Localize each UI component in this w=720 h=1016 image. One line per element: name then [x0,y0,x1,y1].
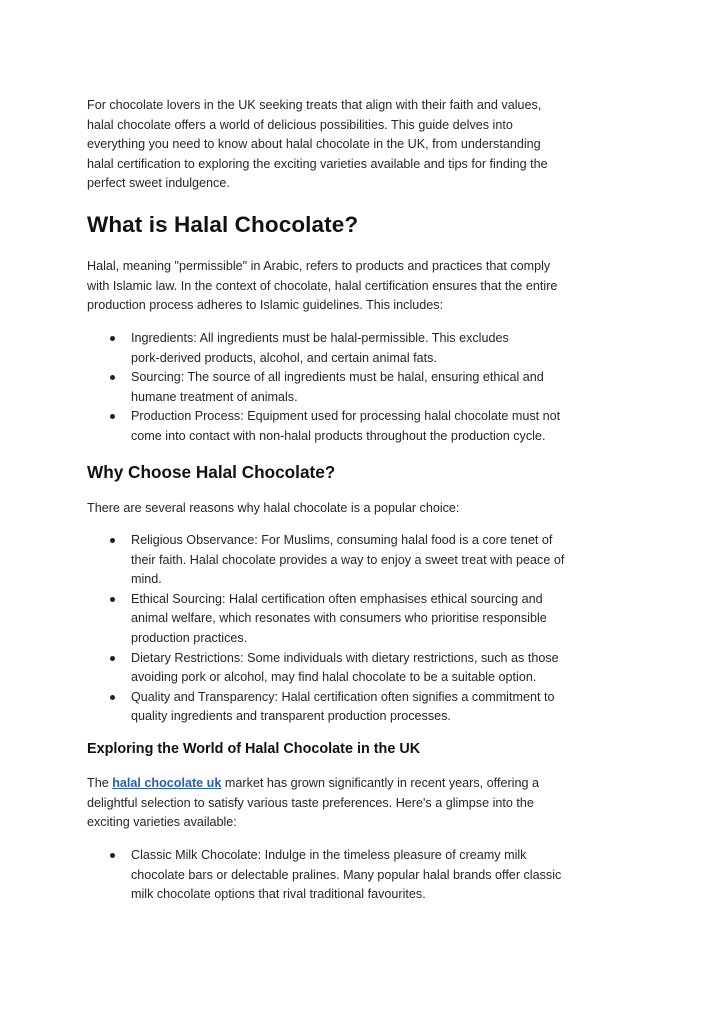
list-item-line: milk chocolate options that rival traditional favourites. [131,887,426,902]
list-item-line: pork-derived products, alcohol, and certain animal fats. [131,350,437,365]
paragraph-line: production process adheres to Islamic guidelines. This includes: [87,298,444,313]
list-item-production-process [87,407,560,446]
list-item-religious-observance [87,531,564,590]
list-item-line: humane treatment of animals. [131,389,298,404]
list-item-line: Production Process: Equipment used for processing halal chocolate must not [131,409,561,424]
list-item-line: mind. [131,572,162,587]
intro-line: everything you need to know about halal chocolate in the UK, from understanding [87,137,541,152]
list-item-quality-transparency [87,688,564,727]
halal-chocolate-uk-link[interactable]: halal chocolate uk [112,776,222,790]
list-item-line: Sourcing: The source of all ingredients must be halal, ensuring ethical and [131,370,544,385]
intro-line: halal chocolate offers a world of delicious possibilities. This guide delves into [87,117,513,132]
intro-line: halal certification to exploring the exciting varieties available and tips for finding the [87,156,548,171]
bullet-icon [110,538,115,543]
bullet-icon [110,336,115,341]
paragraph-line: Halal, meaning "permissible" in Arabic, refers to products and practices that comply [87,259,551,273]
list-item-dietary-restrictions [87,649,564,688]
heading-what-is-halal-chocolate: What is Halal Chocolate? [87,212,359,237]
paragraph-line: delightful selection to satisfy various taste preferences. Here's a glimpse into the [87,795,534,810]
bullet-icon [110,414,115,419]
paragraph-prefix: The [87,776,113,790]
section2-bullet-list [87,531,564,727]
section1-bullet-list [87,329,560,447]
paragraph-line [87,774,539,794]
section3-bullet-list [87,846,561,905]
bullet-icon [110,695,115,700]
list-item-ingredients [87,329,560,368]
intro-line: perfect sweet indulgence. [87,176,230,191]
paragraph-line: with Islamic law. In the context of chocolate, halal certification ensures that the entire [87,278,558,293]
paragraph-line: exciting varieties available: [87,815,237,830]
list-item-line: Classic Milk Chocolate: Indulge in the timeless pleasure of creamy milk [131,848,527,862]
intro-line: For chocolate lovers in the UK seeking treats that align with their faith and values, [87,98,542,112]
list-item-line: quality ingredients and transparent production processes. [131,709,451,724]
list-item-line: Ingredients: All ingredients must be halal-permissible. This excludes [131,331,509,345]
intro-paragraph [87,96,548,194]
list-item-line: their faith. Halal chocolate provides a way to enjoy a sweet treat with peace of [131,552,565,567]
list-item-line: come into contact with non-halal products throughout the production cycle. [131,428,546,443]
bullet-icon [110,375,115,380]
list-item-line: production practices. [131,630,248,645]
list-item-line: chocolate bars or delectable pralines. Many popular halal brands offer classic [131,867,562,882]
list-item-line: Quality and Transparency: Halal certification often signifies a commitment to [131,689,555,704]
bullet-icon [110,656,115,661]
list-item-classic-milk-chocolate [87,846,561,905]
list-item-ethical-sourcing [87,590,564,649]
paragraph-suffix: market has grown significantly in recent years, offering a [221,776,539,790]
list-item-line: Ethical Sourcing: Halal certification often emphasises ethical sourcing and [131,591,543,606]
list-item-sourcing [87,368,560,407]
bullet-icon [110,853,115,858]
bullet-icon [110,597,115,602]
heading-exploring-halal-chocolate-uk: Exploring the World of Halal Chocolate in the UK [87,741,421,757]
list-item-line: avoiding pork or alcohol, may find halal chocolate to be a suitable option. [131,670,537,685]
section3-paragraph [87,774,539,833]
heading-why-choose-halal-chocolate: Why Choose Halal Chocolate? [87,462,336,482]
list-item-line: Religious Observance: For Muslims, consuming halal food is a core tenet of [131,533,553,547]
section1-paragraph [87,257,557,316]
list-item-line: animal welfare, which resonates with consumers who prioritise responsible [131,611,547,626]
section2-paragraph: There are several reasons why halal chocolate is a popular choice: [87,501,460,515]
list-item-line: Dietary Restrictions: Some individuals with dietary restrictions, such as those [131,650,559,665]
